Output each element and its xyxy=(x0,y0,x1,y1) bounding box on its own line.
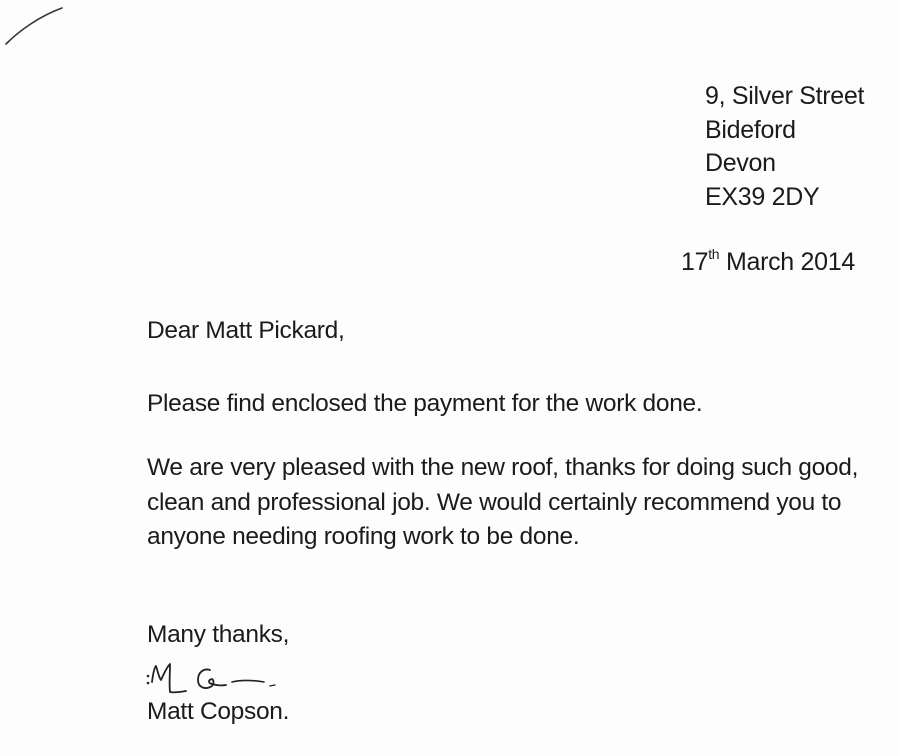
date-day: 17 xyxy=(681,248,709,276)
date-suffix: th xyxy=(708,246,720,262)
letter-date xyxy=(681,246,855,278)
date-month-year: March 2014 xyxy=(725,248,855,276)
address-line-county: Devon xyxy=(705,149,776,177)
paragraph-payment: Please find enclosed the payment for the work done. xyxy=(147,390,703,417)
address-line-town: Bideford xyxy=(705,115,796,144)
address-line-street: 9, Silver Street xyxy=(705,82,865,110)
address-line-postcode: EX39 2DY xyxy=(705,182,820,211)
pen-stroke-mark xyxy=(0,0,80,60)
closing: Many thanks, xyxy=(147,621,290,648)
sender-name: Matt Copson. xyxy=(147,698,290,725)
paragraph-thanks: We are very pleased with the new roof, thanks for doing such good, clean and professional job. We would certainly recommend you to anyone needing roofing work to be done. xyxy=(147,454,859,550)
salutation: Dear Matt Pickard, xyxy=(147,317,345,344)
sender-address xyxy=(705,80,864,214)
